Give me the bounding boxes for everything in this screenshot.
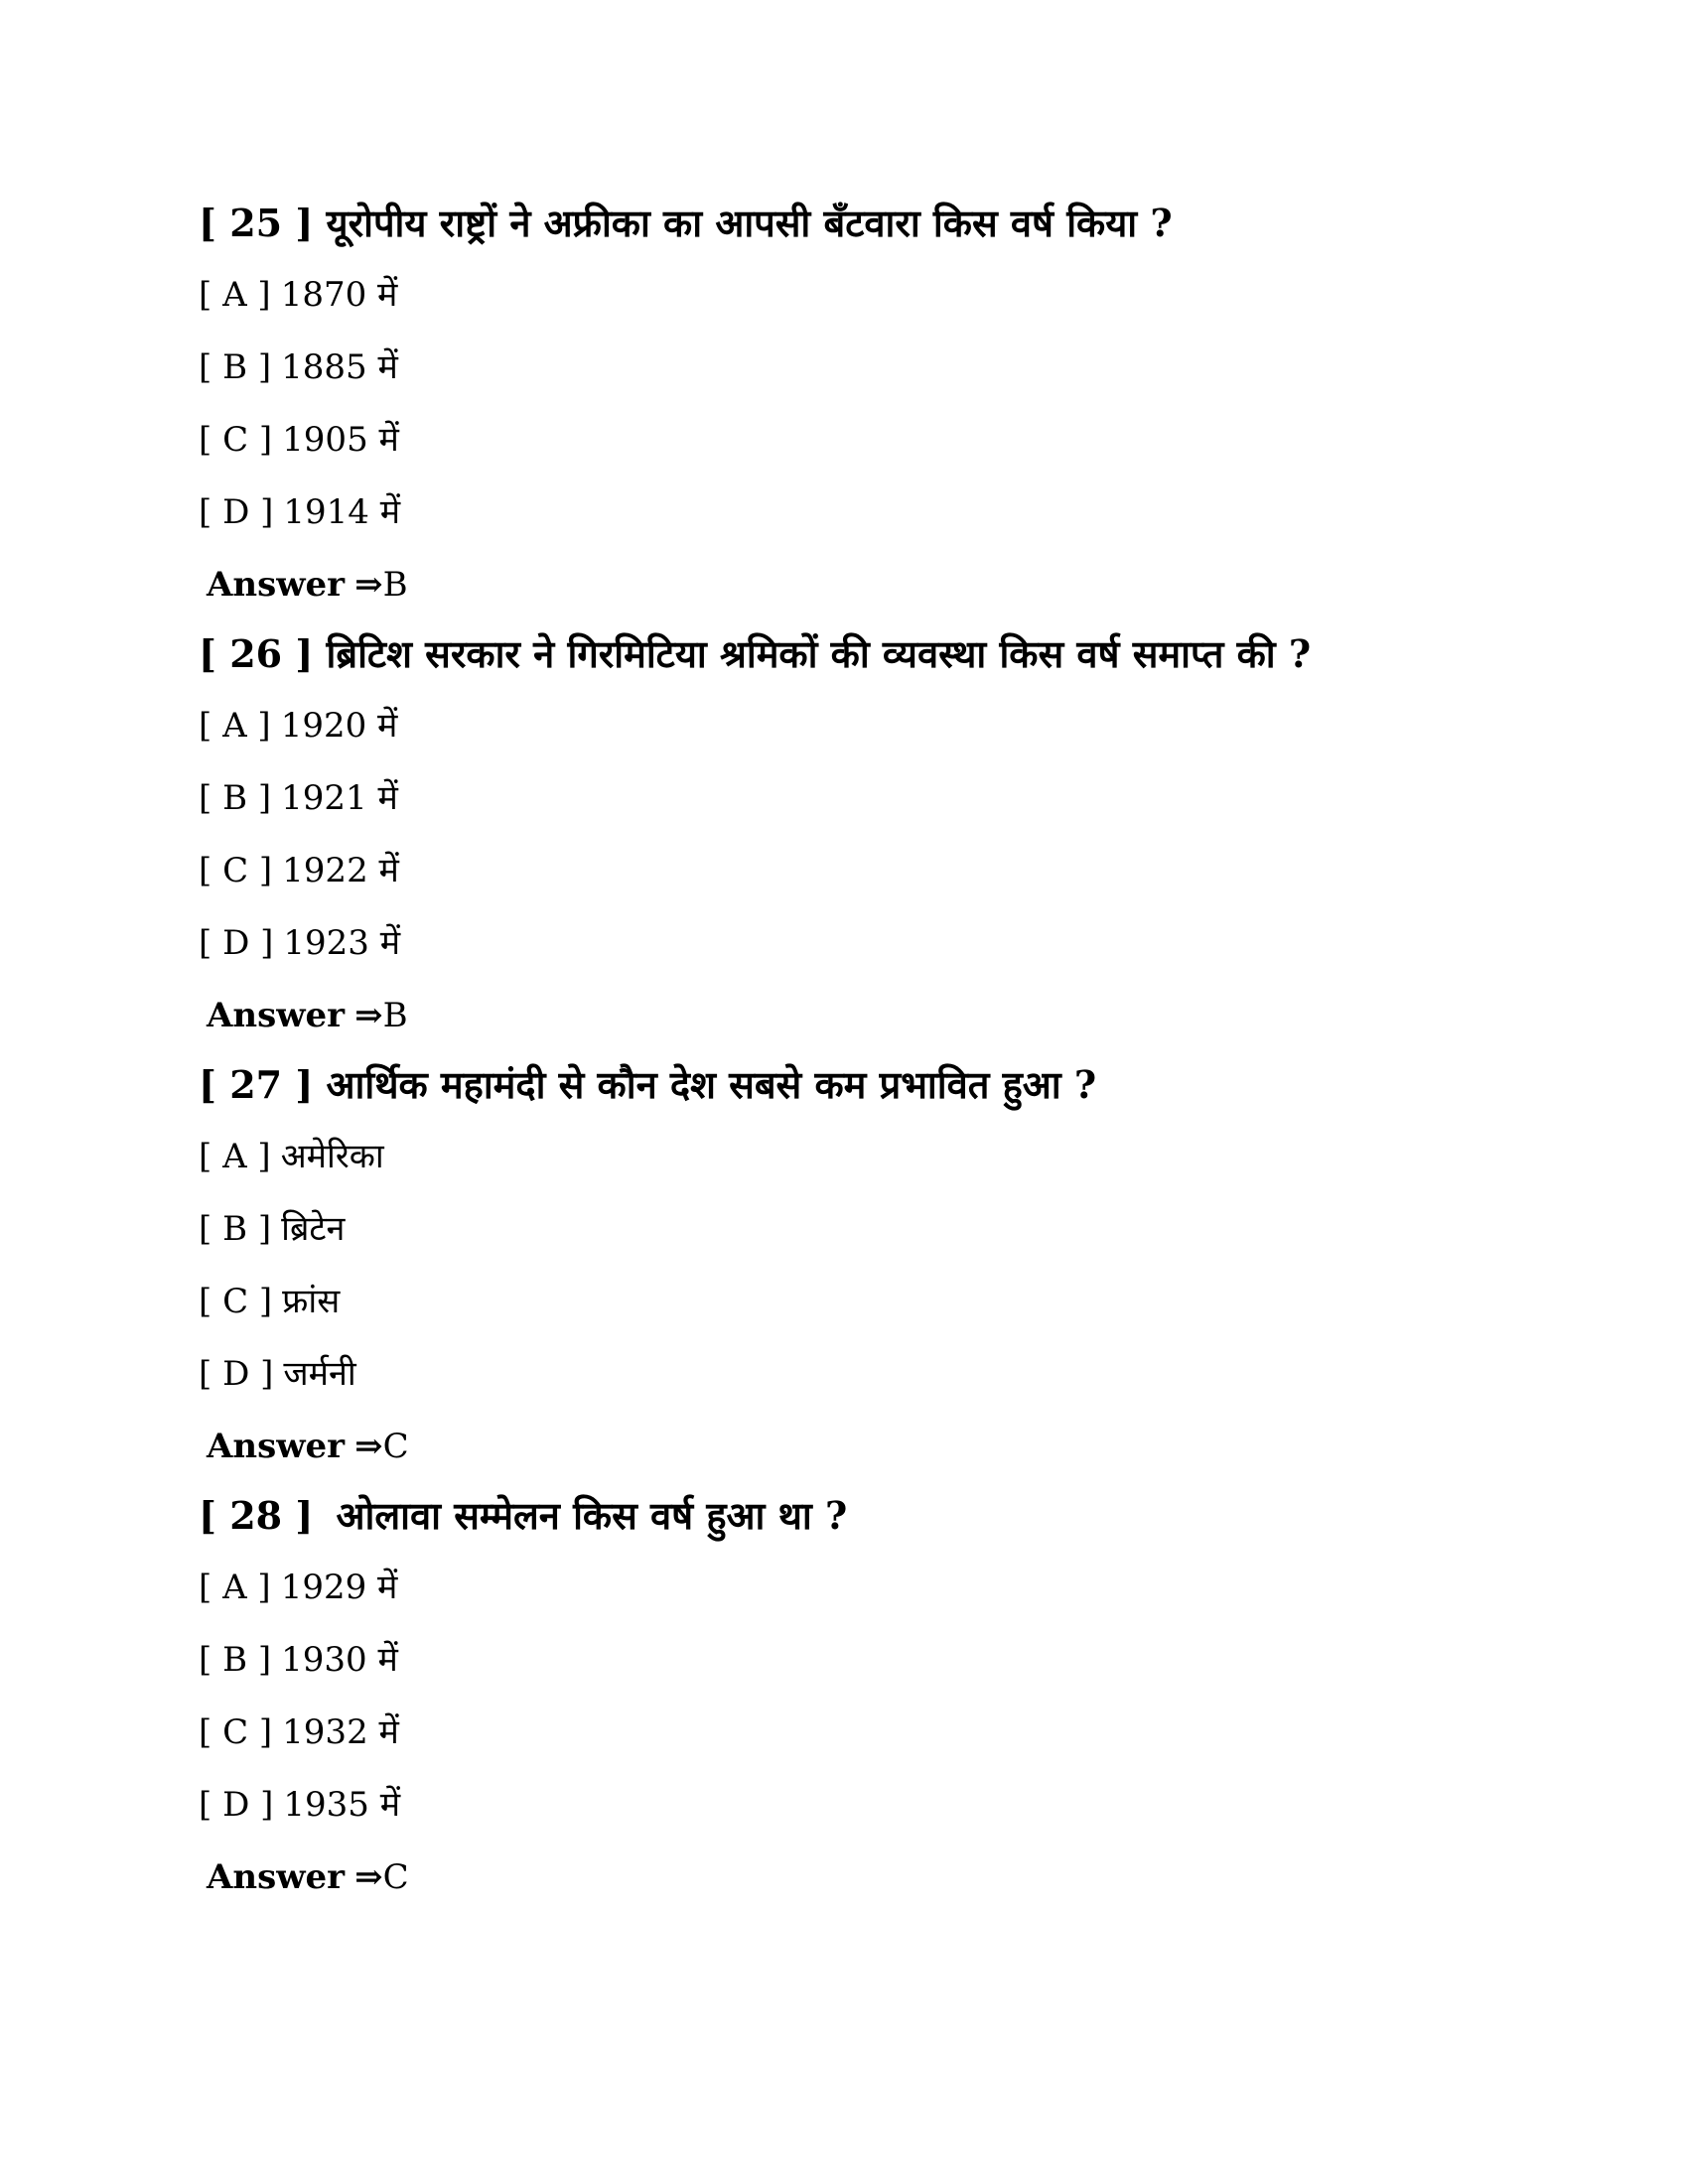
option-letter: [ A ] [199, 1137, 271, 1176]
option-letter: [ D ] [199, 923, 274, 963]
option-text: 1929 में [280, 1568, 398, 1607]
option-text: 1932 में [282, 1712, 399, 1752]
option-text: ब्रिटेन [281, 1209, 346, 1249]
answer-line [199, 1411, 1589, 1483]
answer-line [199, 980, 1589, 1052]
option-letter: [ A ] [199, 275, 271, 315]
answer-label: Answer [207, 1857, 346, 1897]
option-text: 1920 में [280, 706, 398, 746]
option-text: 1923 में [283, 923, 401, 963]
option-text: फ्रांस [282, 1282, 341, 1321]
option-letter: [ A ] [199, 706, 271, 746]
answer-arrow-icon: ⇒ [354, 565, 383, 605]
answer-label: Answer [207, 1427, 346, 1466]
option-text: 1921 में [281, 778, 398, 818]
question-number: [ 25 ] [199, 201, 314, 245]
option-b [199, 762, 1589, 835]
answer-label: Answer [207, 996, 346, 1035]
option-letter: [ B ] [199, 778, 272, 818]
option-letter: [ B ] [199, 1209, 272, 1249]
option-d [199, 907, 1589, 980]
option-text: 1922 में [282, 851, 399, 890]
question-text: आर्थिक महामंदी से कौन देश सबसे कम प्रभावित हुआ ? [326, 1062, 1097, 1107]
option-a [199, 690, 1589, 762]
option-letter: [ D ] [199, 1785, 274, 1825]
question-text: ब्रिटिश सरकार ने गिरमिटिया श्रमिकों की व्यवस्था किस वर्ष समाप्त की ? [326, 631, 1312, 676]
option-text: जर्मनी [283, 1354, 356, 1394]
option-letter: [ B ] [199, 1640, 272, 1680]
question-number: [ 28 ] [199, 1493, 314, 1538]
answer-value: B [382, 565, 408, 605]
answer-arrow-icon: ⇒ [354, 996, 383, 1035]
option-a [199, 1552, 1589, 1624]
option-letter: [ C ] [199, 1712, 273, 1752]
question-text: यूरोपीय राष्ट्रों ने अफ्रीका का आपसी बँटवारा किस वर्ष किया ? [326, 201, 1173, 245]
answer-arrow-icon: ⇒ [354, 1857, 383, 1897]
option-a [199, 1121, 1589, 1193]
option-text: 1914 में [283, 492, 401, 532]
question-heading [199, 1048, 1589, 1121]
option-text: 1870 में [280, 275, 398, 315]
question-26 [199, 617, 1589, 1052]
answer-line [199, 1842, 1589, 1914]
option-c [199, 404, 1589, 477]
question-number: [ 27 ] [199, 1062, 314, 1107]
option-c [199, 835, 1589, 907]
option-letter: [ D ] [199, 492, 274, 532]
option-b [199, 1193, 1589, 1266]
option-c [199, 1697, 1589, 1769]
option-text: अमेरिका [280, 1137, 384, 1176]
option-d [199, 477, 1589, 549]
option-a [199, 259, 1589, 332]
answer-value: C [382, 1857, 409, 1897]
option-letter: [ A ] [199, 1568, 271, 1607]
question-number: [ 26 ] [199, 631, 314, 676]
option-letter: [ C ] [199, 420, 273, 460]
option-letter: [ D ] [199, 1354, 274, 1394]
option-letter: [ C ] [199, 1282, 273, 1321]
option-letter: [ C ] [199, 851, 273, 890]
answer-value: C [382, 1427, 409, 1466]
option-text: 1935 में [283, 1785, 401, 1825]
option-text: 1905 में [282, 420, 399, 460]
question-25 [199, 187, 1589, 621]
answer-line [199, 549, 1589, 621]
option-text: 1885 में [281, 347, 398, 387]
answer-value: B [382, 996, 408, 1035]
option-b [199, 332, 1589, 404]
question-heading [199, 617, 1589, 690]
option-text: 1930 में [281, 1640, 398, 1680]
option-c [199, 1266, 1589, 1338]
option-d [199, 1338, 1589, 1411]
option-letter: [ B ] [199, 347, 272, 387]
question-27 [199, 1048, 1589, 1483]
option-d [199, 1769, 1589, 1842]
question-heading [199, 187, 1589, 259]
answer-arrow-icon: ⇒ [354, 1427, 383, 1466]
question-text: ओलावा सम्मेलन किस वर्ष हुआ था ? [336, 1493, 848, 1538]
question-heading [199, 1479, 1589, 1552]
question-28 [199, 1479, 1589, 1914]
option-b [199, 1624, 1589, 1697]
answer-label: Answer [207, 565, 346, 605]
